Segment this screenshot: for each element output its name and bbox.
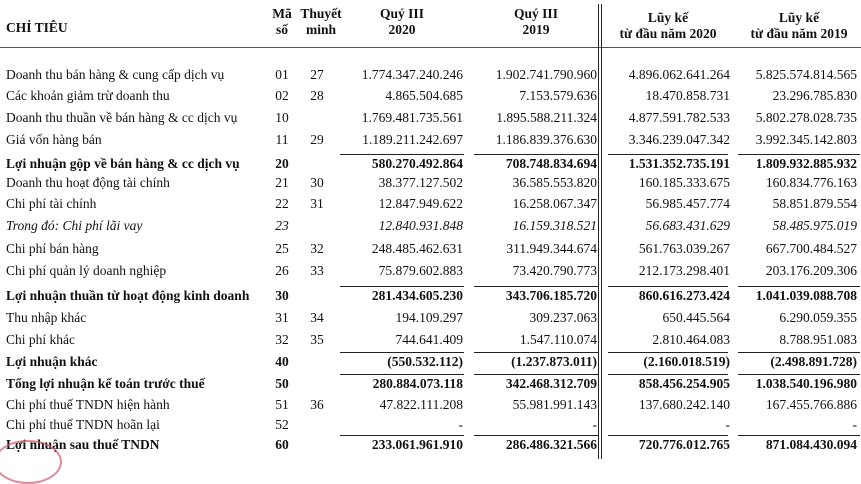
col-header-luy-ke-2020-line2: từ đầu năm 2020 [619, 26, 717, 41]
q3-2019-value: 311.949.344.674 [506, 241, 597, 256]
luy-ke-2019-value: 203.176.209.306 [765, 263, 857, 278]
q3-2020-value: (550.532.112) [387, 354, 463, 369]
subtotal-rule [738, 154, 860, 155]
q3-2019-value: 342.468.312.709 [505, 376, 597, 391]
luy-ke-2020-value: 56.985.457.774 [645, 196, 730, 211]
subtotal-rule [474, 435, 598, 436]
luy-ke-2020-value: 858.456.254.905 [638, 376, 730, 391]
subtotal-rule [474, 154, 598, 155]
q3-2020-value: 12.840.931.848 [378, 218, 463, 233]
subtotal-rule [738, 352, 860, 353]
row-label: Doanh thu hoạt động tài chính [6, 175, 170, 190]
table-row [0, 238, 861, 259]
table-row [0, 153, 861, 174]
table-row [0, 351, 861, 372]
q3-2020-value: 4.865.504.685 [385, 88, 463, 103]
ma-so-cell: 31 [275, 310, 289, 325]
q3-2020-value: 1.769.481.735.561 [361, 110, 463, 125]
thuyet-minh-cell: 32 [310, 241, 324, 256]
ma-so-cell: 30 [275, 288, 289, 303]
ma-so-cell: 52 [275, 417, 289, 432]
thuyet-minh-cell: 28 [310, 88, 324, 103]
q3-2020-value: 248.485.462.631 [371, 241, 463, 256]
luy-ke-2020-value: (2.160.018.519) [643, 354, 730, 369]
thuyet-minh-cell: 27 [310, 67, 324, 82]
col-header-q3-2020 [340, 6, 464, 38]
subtotal-rule [738, 286, 860, 287]
luy-ke-2019-value: 6.290.059.355 [779, 310, 857, 325]
col-header-ma-so [268, 6, 296, 38]
subtotal-rule [474, 352, 598, 353]
row-label: Chi phí tài chính [6, 196, 97, 211]
thuyet-minh-cell: 31 [310, 196, 324, 211]
subtotal-rule [474, 374, 598, 375]
q3-2019-value: 309.237.063 [529, 310, 597, 325]
q3-2019-value: 1.547.110.074 [519, 332, 597, 347]
luy-ke-2020-value: 4.877.591.782.533 [628, 110, 730, 125]
q3-2020-value: 281.434.605.230 [371, 288, 463, 303]
row-label: Lợi nhuận gộp về bán hàng & cc dịch vụ [6, 156, 240, 171]
table-row [0, 414, 861, 435]
col-header-thuyet-minh-line1: Thuyết [300, 6, 342, 21]
q3-2019-value: (1.237.873.011) [511, 354, 597, 369]
col-header-q3-2019-line2: 2019 [522, 22, 550, 37]
row-label: Chi phí khác [6, 332, 75, 347]
row-label: Chi phí thuế TNDN hoãn lại [6, 417, 160, 432]
row-label: Tổng lợi nhuận kế toán trước thuế [6, 376, 205, 391]
q3-2020-value: 744.641.409 [395, 332, 463, 347]
luy-ke-2020-value: 160.185.333.675 [638, 175, 730, 190]
col-header-chi-tieu-text: CHỈ TIÊU [6, 20, 68, 35]
thuyet-minh-cell: 35 [310, 332, 324, 347]
row-label: Chi phí thuế TNDN hiện hành [6, 397, 170, 412]
thuyet-minh-cell: 36 [310, 397, 324, 412]
row-label: Thu nhập khác [6, 310, 87, 325]
thuyet-minh-cell: 34 [310, 310, 324, 325]
q3-2019-value: - [592, 417, 597, 432]
table-row [0, 193, 861, 214]
subtotal-rule [608, 352, 728, 353]
ma-so-cell: 60 [275, 437, 289, 452]
luy-ke-2019-value: 160.834.776.163 [765, 175, 857, 190]
subtotal-rule [608, 435, 728, 436]
table-row [0, 260, 861, 281]
ma-so-cell: 11 [275, 132, 289, 147]
table-row [0, 85, 861, 106]
ma-so-cell: 01 [275, 67, 289, 82]
q3-2019-value: 16.159.318.521 [512, 218, 597, 233]
q3-2019-value: 16.258.067.347 [512, 196, 597, 211]
luy-ke-2020-value: 4.896.062.641.264 [628, 67, 730, 82]
q3-2020-value: 75.879.602.883 [378, 263, 463, 278]
ma-so-cell: 21 [275, 175, 289, 190]
luy-ke-2020-value: 720.776.012.765 [638, 437, 730, 452]
subtotal-rule [340, 154, 464, 155]
q3-2020-value: 38.377.127.502 [378, 175, 463, 190]
row-label: Lợi nhuận thuần từ hoạt động kinh doanh [6, 288, 250, 303]
subtotal-rule [738, 374, 860, 375]
table-row [0, 373, 861, 394]
col-header-thuyet-minh [297, 6, 345, 38]
q3-2019-value: 73.420.790.773 [512, 263, 597, 278]
luy-ke-2019-value: 23.296.785.830 [772, 88, 857, 103]
luy-ke-2020-value: 3.346.239.047.342 [628, 132, 730, 147]
luy-ke-2020-value: 1.531.352.735.191 [628, 156, 730, 171]
ma-so-cell: 22 [275, 196, 289, 211]
col-header-luy-ke-2019-line2: từ đầu năm 2019 [750, 26, 848, 41]
table-row [0, 215, 861, 236]
luy-ke-2019-value: 667.700.484.527 [765, 241, 857, 256]
col-header-luy-ke-2020 [608, 10, 728, 42]
row-label: Chi phí bán hàng [6, 241, 99, 256]
subtotal-rule [608, 286, 728, 287]
q3-2019-value: 286.486.321.566 [505, 437, 597, 452]
ma-so-cell: 32 [275, 332, 289, 347]
col-header-q3-2020-line2: 2020 [388, 22, 416, 37]
ma-so-cell: 23 [275, 218, 289, 233]
luy-ke-2019-value: 58.851.879.554 [772, 196, 857, 211]
thuyet-minh-cell: 30 [310, 175, 324, 190]
luy-ke-2020-value: 56.683.431.629 [645, 218, 730, 233]
col-header-luy-ke-2020-line1: Lũy kế [647, 10, 689, 25]
table-row [0, 307, 861, 328]
q3-2020-value: 580.270.492.864 [371, 156, 463, 171]
luy-ke-2019-value: 3.992.345.142.803 [755, 132, 857, 147]
q3-2020-value: 1.774.347.240.246 [361, 67, 463, 82]
luy-ke-2019-value: 5.802.278.028.735 [755, 110, 857, 125]
row-label: Các khoản giảm trừ doanh thu [6, 88, 170, 103]
luy-ke-2019-value: 5.825.574.814.565 [755, 67, 857, 82]
col-header-luy-ke-2019-line1: Lũy kế [778, 10, 820, 25]
luy-ke-2019-value: 1.809.932.885.932 [755, 156, 857, 171]
table-row [0, 129, 861, 150]
luy-ke-2019-value: 167.455.766.886 [765, 397, 857, 412]
q3-2019-value: 1.902.741.790.960 [495, 67, 597, 82]
subtotal-rule [608, 374, 728, 375]
ma-so-cell: 02 [275, 88, 289, 103]
luy-ke-2020-value: 2.810.464.083 [652, 332, 730, 347]
subtotal-rule [340, 374, 464, 375]
luy-ke-2020-value: 650.445.564 [662, 310, 730, 325]
subtotal-rule [340, 286, 464, 287]
row-label: Doanh thu thuần về bán hàng & cc dịch vụ [6, 110, 238, 125]
luy-ke-2019-value: 8.788.951.083 [779, 332, 857, 347]
q3-2020-value: - [458, 417, 463, 432]
ma-so-cell: 25 [275, 241, 289, 256]
q3-2020-value: 12.847.949.622 [378, 196, 463, 211]
col-header-q3-2020-line1: Quý III [380, 6, 424, 21]
q3-2019-value: 343.706.185.720 [505, 288, 597, 303]
q3-2019-value: 7.153.579.636 [519, 88, 597, 103]
row-label: Doanh thu bán hàng & cung cấp dịch vụ [6, 67, 225, 82]
thuyet-minh-cell: 29 [310, 132, 324, 147]
col-header-thuyet-minh-line2: minh [305, 22, 336, 37]
subtotal-rule [340, 435, 464, 436]
col-header-chi-tieu [6, 20, 68, 36]
q3-2019-value: 1.895.588.211.324 [496, 110, 597, 125]
luy-ke-2020-value: 561.763.039.267 [638, 241, 730, 256]
subtotal-rule [474, 286, 598, 287]
row-label: Lợi nhuận khác [6, 354, 98, 369]
row-label: Giá vốn hàng bán [6, 132, 102, 147]
q3-2020-value: 233.061.961.910 [371, 437, 463, 452]
q3-2020-value: 47.822.111.208 [379, 397, 463, 412]
ma-so-cell: 40 [275, 354, 289, 369]
luy-ke-2019-value: (2.498.891.728) [770, 354, 857, 369]
thuyet-minh-cell: 33 [310, 263, 324, 278]
luy-ke-2020-value: 18.470.858.731 [645, 88, 730, 103]
table-row [0, 329, 861, 350]
subtotal-rule [340, 352, 464, 353]
subtotal-rule [738, 435, 860, 436]
table-row [0, 434, 861, 455]
table-row [0, 172, 861, 193]
table-row [0, 394, 861, 415]
q3-2019-value: 55.981.991.143 [512, 397, 597, 412]
luy-ke-2019-value: 1.038.540.196.980 [755, 376, 857, 391]
q3-2020-value: 280.884.073.118 [372, 376, 463, 391]
table-row [0, 285, 861, 306]
luy-ke-2020-value: 212.173.298.401 [638, 263, 730, 278]
q3-2020-value: 194.109.297 [395, 310, 463, 325]
row-label: Chi phí quản lý doanh nghiệp [6, 263, 167, 278]
row-label: Lợi nhuận sau thuế TNDN [6, 437, 160, 452]
col-header-q3-2019 [474, 6, 598, 38]
table-row [0, 64, 861, 85]
luy-ke-2019-value: 58.485.975.019 [772, 218, 857, 233]
ma-so-cell: 20 [275, 156, 289, 171]
luy-ke-2019-value: 871.084.430.094 [765, 437, 857, 452]
col-header-ma-so-line1: Mã [272, 6, 292, 21]
subtotal-rule [608, 154, 728, 155]
ma-so-cell: 26 [275, 263, 289, 278]
q3-2020-value: 1.189.211.242.697 [362, 132, 463, 147]
q3-2019-value: 1.186.839.376.630 [495, 132, 597, 147]
header-bottom-rule [0, 47, 861, 48]
q3-2019-value: 708.748.834.694 [505, 156, 597, 171]
col-header-q3-2019-line1: Quý III [514, 6, 558, 21]
luy-ke-2020-value: 137.680.242.140 [638, 397, 730, 412]
ma-so-cell: 50 [275, 376, 289, 391]
luy-ke-2019-value: - [852, 417, 857, 432]
luy-ke-2020-value: 860.616.273.424 [638, 288, 730, 303]
col-header-luy-ke-2019 [738, 10, 860, 42]
col-header-ma-so-line2: số [275, 22, 288, 37]
table-row [0, 107, 861, 128]
row-label: Trong đó: Chi phí lãi vay [6, 218, 143, 233]
ma-so-cell: 10 [275, 110, 289, 125]
q3-2019-value: 36.585.553.820 [512, 175, 597, 190]
red-stamp [0, 440, 62, 484]
luy-ke-2019-value: 1.041.039.088.708 [755, 288, 857, 303]
luy-ke-2020-value: - [725, 417, 730, 432]
ma-so-cell: 51 [275, 397, 289, 412]
